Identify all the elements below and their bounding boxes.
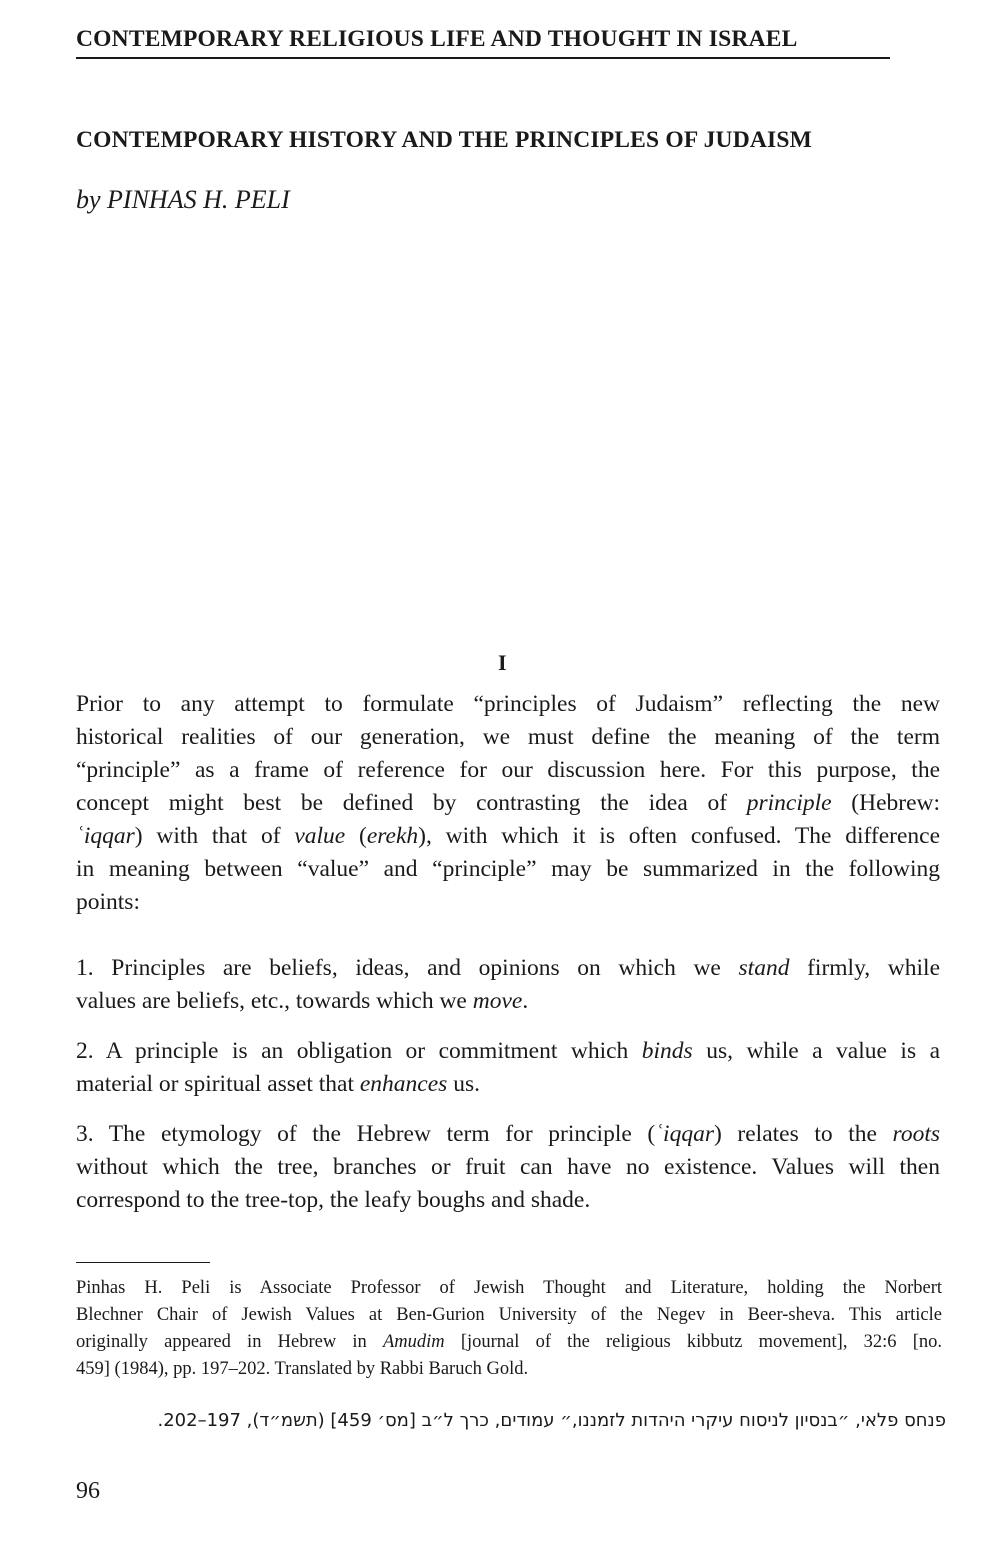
byline-prefix: by [76,185,101,214]
term-roots: roots [892,1121,940,1147]
term-enhances: enhances [359,1071,448,1097]
journal-title: Amudim [382,1332,445,1352]
text-run: 1. Principles are beliefs, ideas, and opinions on which we [76,955,721,981]
point-2 [76,1035,940,1101]
point-3 [76,1118,940,1217]
section-number: I [498,650,507,675]
intro-paragraph [76,688,940,919]
point-1 [76,952,940,1018]
text-line: historical realities of our generation, we must define the meaning of the term [76,724,940,750]
text-line: Prior to any attempt to formulate “principles of Judaism” reflecting the new [76,691,940,717]
text-line: “principle” as a frame of reference for our discussion here. For this purpose, the [76,757,940,783]
byline [76,185,290,215]
text-line: points: [76,889,140,915]
text-line [76,1035,940,1068]
text-line [76,787,940,820]
text-run: . [522,988,529,1014]
author-name: PINHAS H. PELI [107,185,290,214]
term-iqqar: ʿiqqar [655,1121,714,1147]
page-number: 96 [76,1478,100,1504]
text-run: (Hebrew: [851,790,941,816]
footnote-line: 459] (1984), pp. 197–202. Translated by Rabbi Baruch Gold. [76,1359,529,1379]
text-line: without which the tree, branches or fruit can have no existence. Values will then [76,1154,940,1180]
text-run: [journal of the religious kibbutz movement], 32:6 [no. [460,1332,942,1352]
running-head: CONTEMPORARY RELIGIOUS LIFE AND THOUGHT IN ISRAEL [76,26,890,59]
term-binds: binds [641,1038,693,1064]
term-iqqar: ʿiqqar [76,823,135,849]
text-line: correspond to the tree-top, the leafy boughs and shade. [76,1187,591,1213]
text-run: originally appeared in Hebrew in [76,1332,367,1352]
text-run: material or spiritual asset that [76,1071,354,1097]
term-move: move [472,988,523,1014]
footnote-line [76,1329,942,1356]
text-line: in meaning between “value” and “principle” may be summarized in the following [76,856,940,882]
text-run: firmly, while [807,955,941,981]
text-line [76,820,940,853]
term-value: value [294,823,346,849]
text-run: 3. The etymology of the Hebrew term for principle ( [76,1121,656,1147]
text-line [76,1118,940,1151]
text-run: us. [453,1071,480,1097]
hebrew-citation: פנחס פלאי, ״בנסיון לניסוח עיקרי היהדות לזמננו,״ עמודים, כרך ל״ב [מס׳ 459] (תשמ״ד), 197–202. [157,1410,946,1431]
term-stand: stand [738,955,790,981]
footnote-line: Pinhas H. Peli is Associate Professor of Jewish Thought and Literature, holding the Norbert [76,1278,942,1298]
text-line [76,985,940,1018]
footnote-line: Blechner Chair of Jewish Values at Ben-Gurion University of the Negev in Beer-sheva. This article [76,1305,942,1325]
text-line [76,952,940,985]
text-run: 2. A principle is an obligation or commitment which [76,1038,629,1064]
text-run: concept might best be defined by contrasting the idea of [76,790,728,816]
text-run: us, while a value is a [706,1038,940,1064]
footnote-divider [76,1262,210,1263]
footnote [76,1275,942,1383]
term-principle: principle [746,790,832,816]
text-run: ) relates to the [713,1121,877,1147]
article-title: CONTEMPORARY HISTORY AND THE PRINCIPLES OF JUDAISM [76,127,813,153]
text-line [76,1068,940,1101]
text-run: ), with which it is often confused. The difference [418,823,941,849]
text-run: ) with that of [134,823,281,849]
term-erekh: erekh [366,823,419,849]
text-run: ( [359,823,367,849]
text-run: values are beliefs, etc., towards which we [76,988,467,1014]
